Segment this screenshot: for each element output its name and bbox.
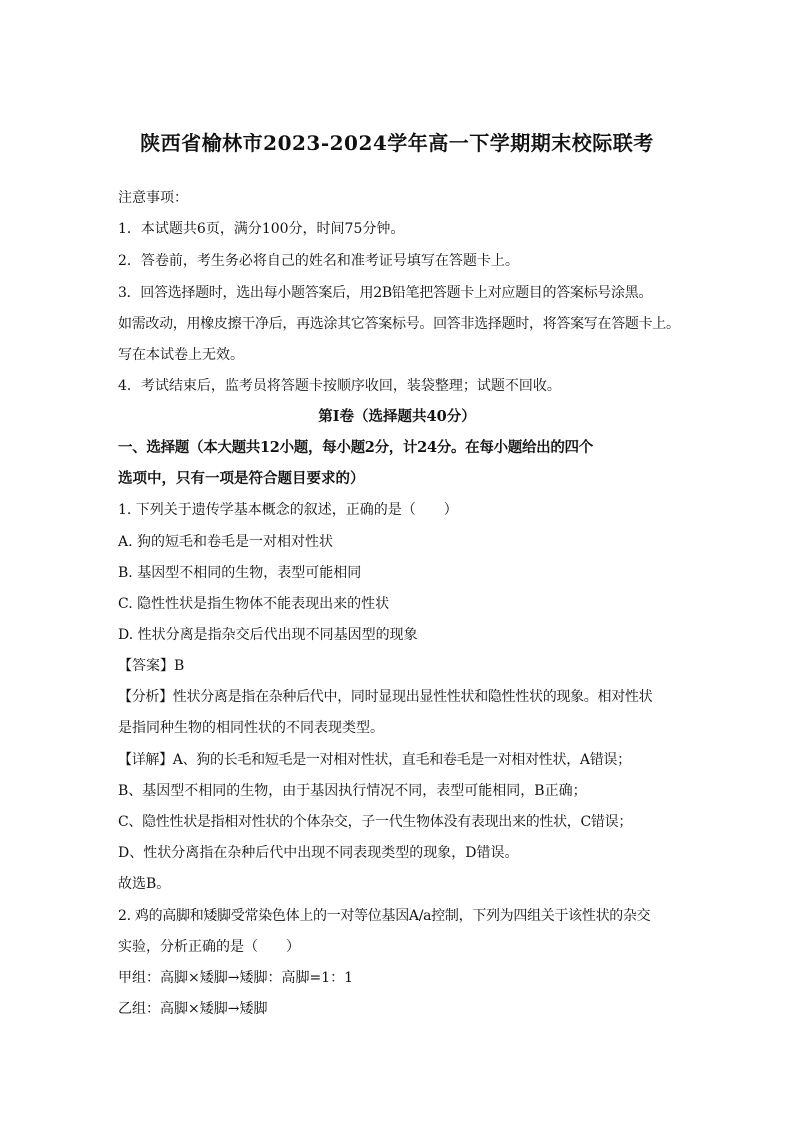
experiment-group: 甲组：高脚×矮脚→矮脚：高脚=1：1: [118, 970, 354, 986]
notice-item: 2．答卷前，考生务必将自己的姓名和准考证号填写在答题卡上。: [118, 253, 519, 269]
analysis: 是指同种生物的相同性状的不同表现类型。: [118, 720, 384, 736]
option-a: A. 狗的短毛和卷毛是一对相对性状: [118, 534, 334, 550]
notice-item: 写在本试卷上无效。: [118, 347, 244, 363]
detail: 【详解】A、狗的长毛和短毛是一对相对性状，直毛和卷毛是一对相对性状，A错误；: [118, 752, 631, 768]
detail: B、基因型不相同的生物，由于基因执行情况不同，表型可能相同，B正确；: [118, 783, 587, 799]
part-title: 第Ⅰ卷（选择题共40分）: [318, 408, 476, 425]
notice-item: 1．本试题共6页，满分100分，时间75分钟。: [118, 221, 405, 237]
answer: 【答案】B: [118, 658, 185, 674]
option-b: B. 基因型不相同的生物，表型可能相同: [118, 565, 362, 581]
option-c: C. 隐性性状是指生物体不能表现出来的性状: [118, 596, 390, 612]
notice-item: 4．考试结束后，监考员将答题卡按顺序收回，装袋整理；试题不回收。: [118, 378, 561, 394]
exam-title: 陕西省榆林市2023-2024学年高一下学期期末校际联考: [140, 131, 654, 155]
notice-item: 如需改动，用橡皮擦干净后，再选涂其它答案标号。回答非选择题时，将答案写在答题卡上。: [118, 316, 680, 332]
detail: C、隐性性状是指相对性状的个体杂交，子一代生物体没有表现出来的性状，C错误；: [118, 814, 633, 830]
experiment-group: 乙组：高脚×矮脚→矮脚: [118, 1001, 268, 1017]
notice-heading: 注意事项：: [118, 190, 188, 206]
conclusion: 故选B。: [118, 876, 171, 892]
option-d: D. 性状分离是指杂交后代出现不同基因型的现象: [118, 627, 418, 643]
question-2-stem: 实验，分析正确的是（ ）: [118, 939, 300, 955]
section-heading: 一、选择题（本大题共12小题，每小题2分，计24分。在每小题给出的四个: [118, 439, 593, 456]
section-heading: 选项中，只有一项是符合题目要求的）: [118, 470, 365, 487]
analysis: 【分析】性状分离是指在杂种后代中，同时显现出显性性状和隐性性状的现象。相对性状: [118, 689, 653, 705]
question-1-stem: 1. 下列关于遗传学基本概念的叙述，正确的是（ ）: [118, 502, 458, 518]
notice-item: 3．回答选择题时，选出每小题答案后，用2B铅笔把答题卡上对应题目的答案标号涂黑。: [118, 285, 653, 301]
detail: D、性状分离指在杂种后代中出现不同表现类型的现象，D错误。: [118, 845, 519, 861]
question-2-stem: 2. 鸡的高脚和矮脚受常染色体上的一对等位基因A/a控制，下列为四组关于该性状的杂交: [118, 908, 651, 924]
